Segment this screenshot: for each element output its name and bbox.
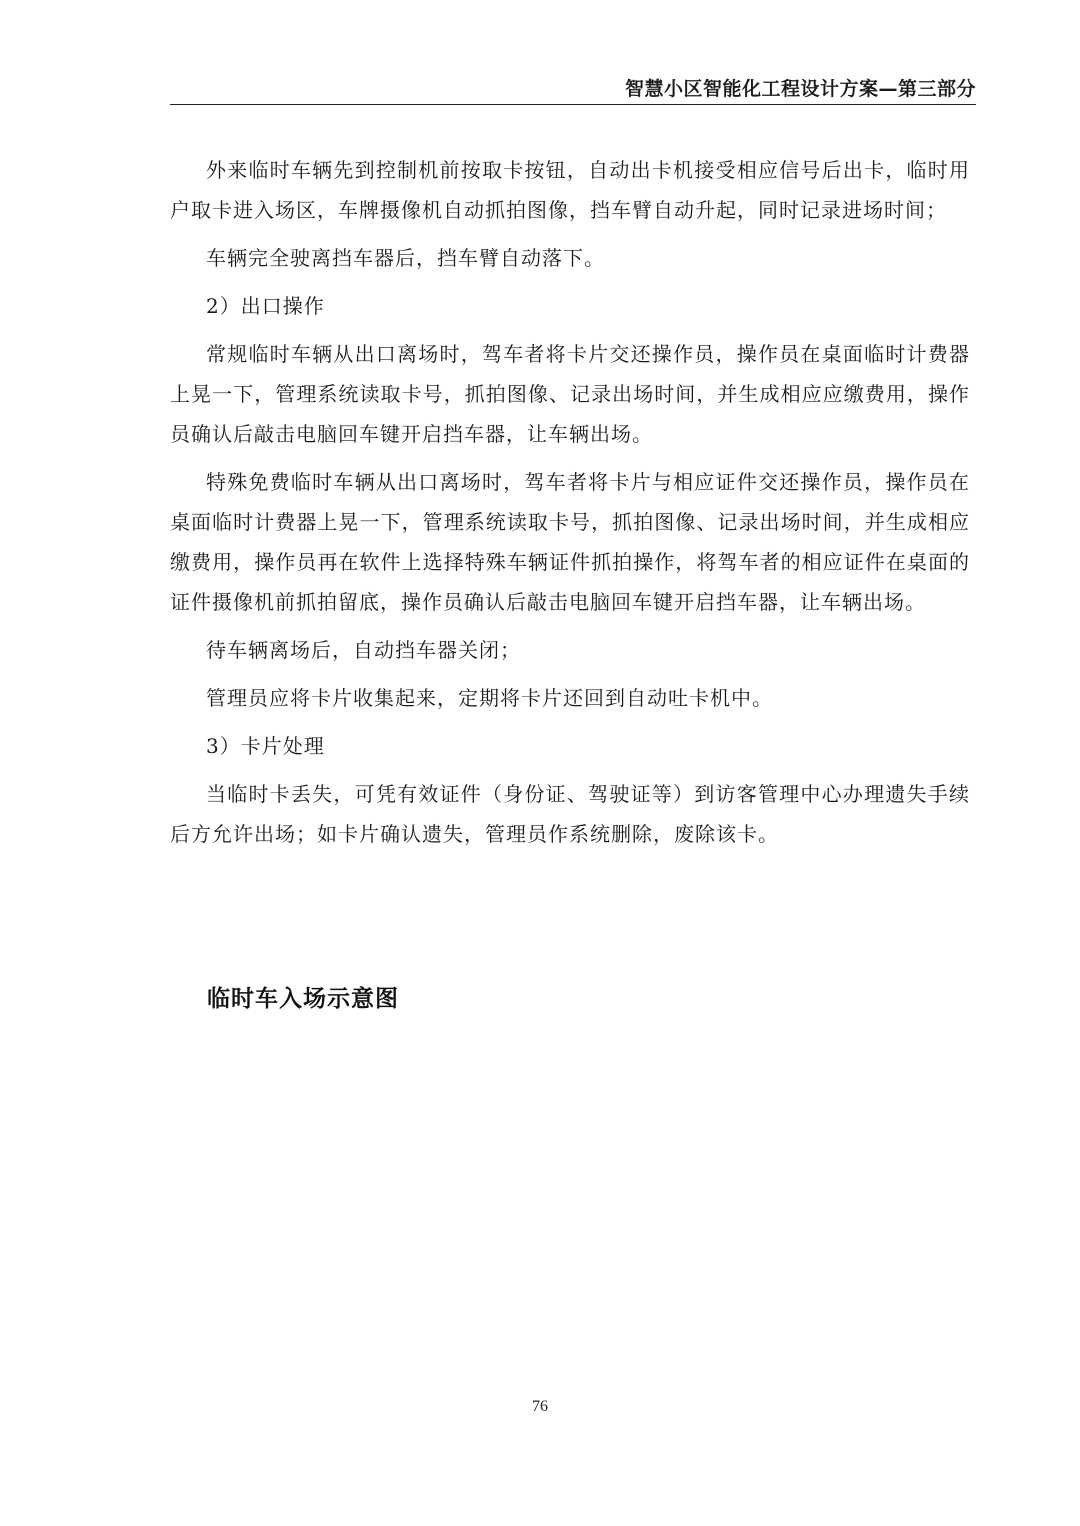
- paragraph-special-exit: 特殊免费临时车辆从出口离场时，驾车者将卡片与相应证件交还操作员，操作员在桌面临时计费器上晃一下，管理系统读取卡号，抓拍图像、记录出场时间，并生成相应缴费用，操作员再在软件上选择特殊车辆证件抓拍操作，将驾车者的相应证件在桌面的证件摄像机前抓拍留底，操作员确认后敲击电脑回车键开启挡车器，让车辆出场。: [170, 470, 970, 614]
- paragraph-regular-exit: 常规临时车辆从出口离场时，驾车者将卡片交还操作员，操作员在桌面临时计费器上晃一下，管理系统读取卡号，抓拍图像、记录出场时间，并生成相应应缴费用，操作员确认后敲击电脑回车键开启挡车器，让车辆出场。: [170, 342, 970, 446]
- body-text: [170, 150, 970, 862]
- section-heading-entry-diagram: 临时车入场示意图: [207, 986, 399, 1012]
- paragraph-lost-card: 当临时卡丢失，可凭有效证件（身份证、驾驶证等）到访客管理中心办理遗失手续后方允许出场；如卡片确认遗失，管理员作系统删除，废除该卡。: [170, 782, 970, 846]
- paragraph-barrier-lowering: 车辆完全驶离挡车器后，挡车臂自动落下。: [206, 246, 605, 270]
- page-number: 76: [532, 1398, 548, 1415]
- header-divider: [170, 104, 976, 105]
- subheading-card-handling: 3）卡片处理: [206, 734, 325, 758]
- paragraph-barrier-close: 待车辆离场后，自动挡车器关闭；: [206, 638, 521, 662]
- paragraph-entry-procedure: 外来临时车辆先到控制机前按取卡按钮，自动出卡机接受相应信号后出卡，临时用户取卡进入场区，车牌摄像机自动抓拍图像，挡车臂自动升起，同时记录进场时间；: [170, 158, 970, 222]
- paragraph-card-collection: 管理员应将卡片收集起来，定期将卡片还回到自动吐卡机中。: [206, 686, 773, 710]
- subheading-exit-operation: 2）出口操作: [206, 294, 325, 318]
- running-header-title: 智慧小区智能化工程设计方案—第三部分: [624, 78, 976, 100]
